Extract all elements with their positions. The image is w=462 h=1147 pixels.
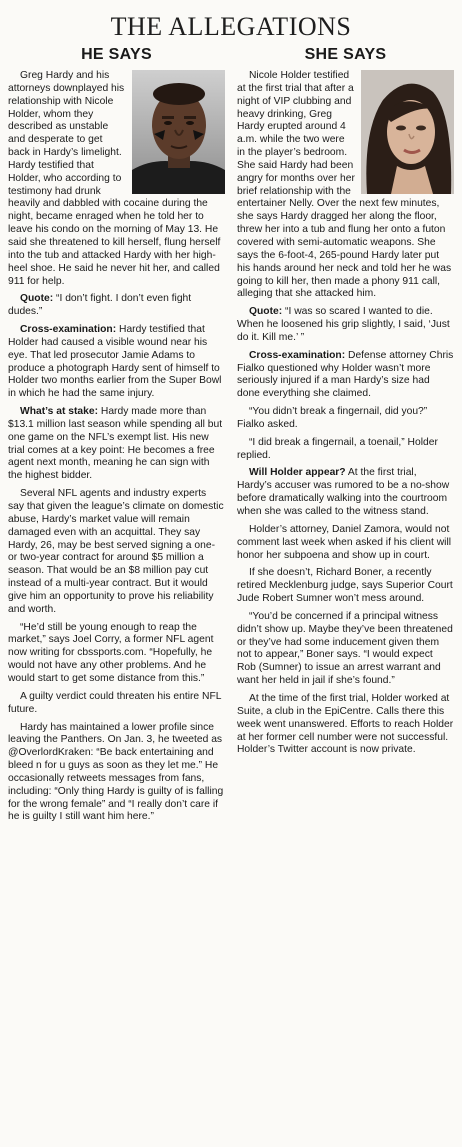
she-says-heading: SHE SAYS xyxy=(304,46,387,63)
she-says-paragraph xyxy=(237,406,454,432)
paragraph-text: Greg Hardy and his attorneys downplayed his relationship with Nicole Holder, whom they described as unstable and desperate to get back in Hardy’s limelight. Hardy testified that Holder, who according to testimony had drunk heavily and dabbled with cocaine during the night, became enraged when he told her to leave his condo on the morning of May 13. He said she threatened to kill herself, flung herself into the tub and attacked Hardy with her high-heel shoe. He said he never hit her, and called 911 for help. xyxy=(8,70,221,287)
he-says-paragraph xyxy=(8,324,225,401)
paragraph-text: Hardy made more than $13.1 million last season while spending all but one game on the NFL’s exempt list. His new trial comes at a key point: He becomes a free agent next month, meaning he can sign with the highest bidder. xyxy=(8,406,223,482)
he-says-paragraph xyxy=(8,406,225,483)
paragraph-text: Hardy has maintained a lower profile since leaving the Panthers. On Jan. 3, he tweeted as @OverlordKraken: “Be back entertaining and bleed n for u guys as soon as they let me.” He occasionally retweets messages from fans, including: “Only thing Hardy is guilty of is falling for the wrong female” and “I really don’t care if he is guilty I still want him here.” xyxy=(8,721,224,823)
paragraph-text: Nicole Holder testified at the first trial that after a night of VIP clubbing and heavy drinking, Greg Hardy erupted around 4 a.m. while the two were in the player’s bedroom. She said Hardy had been angry for months over her brief relationship with the entertainer Nelly. Over the next few minutes, she says Hardy dragged her along the floor, threw her into a tub and flung her onto a futon covered with semi-automatic weapons. She says the 6-foot-4, 265-pound Hardy later put his hands around her neck and told her he was going to kill her, then made a phony 911 call, alleging that she attacked him. xyxy=(237,70,452,300)
greg-hardy-portrait-image xyxy=(132,70,225,194)
paragraph-lead: What’s at stake: xyxy=(20,406,99,418)
he-says-paragraph xyxy=(8,488,225,616)
paragraph-text: “I was so scared I wanted to die. When he loosened his grip slightly, I said, ‘Just do it. Kill me.’ ” xyxy=(237,306,450,343)
paragraph-text: Hardy testified that Holder had caused a visible wound near his eye. That led prosecutor Jamie Adams to produce a photograph Hardy sent of himself to Holder two months earlier from the Super Bowl in which he had the same injury. xyxy=(8,324,222,400)
he-says-column xyxy=(8,46,225,829)
she-says-paragraph xyxy=(237,567,454,606)
paragraph-text: “I did break a fingernail, a toenail,” Holder replied. xyxy=(237,436,438,461)
she-says-paragraph xyxy=(237,524,454,563)
paragraph-text: Defense attorney Chris Fialko questioned why Holder wasn’t more seriously injured if a man Hardy’s size had done everything she claimed. xyxy=(237,349,454,400)
he-says-heading: HE SAYS xyxy=(81,46,152,63)
paragraph-text: “You didn’t break a fingernail, did you?” Fialko asked. xyxy=(237,406,428,430)
greg-hardy-photo xyxy=(132,70,225,194)
paragraph-text: “He’d still be young enough to reap the market,” says Joel Corry, a former NFL agent now writing for cbssports.com. “Hopefully, he would not have any other problems. And he would start to get some distance from this.” xyxy=(8,621,214,684)
nicole-holder-portrait-image xyxy=(361,70,454,194)
he-says-paragraph xyxy=(8,722,225,825)
paragraph-text: “I don’t fight. I don’t even fight dudes.” xyxy=(8,293,192,318)
page-title: THE ALLEGATIONS xyxy=(110,12,352,41)
paragraph-lead: Quote: xyxy=(20,293,54,305)
paragraph-lead: Cross-examination: xyxy=(20,324,117,336)
paragraph-lead: Cross-examination: xyxy=(249,349,346,361)
paragraph-text: At the time of the first trial, Holder worked at Suite, a club in the EpiCentre. Calls there this week went unanswered. Efforts to reach Holder at her former cell number were not successful. Holder’s Twitter account is now private. xyxy=(237,692,454,756)
she-says-paragraph xyxy=(237,306,454,345)
he-says-paragraph xyxy=(8,691,225,717)
columns xyxy=(8,46,454,829)
paragraph-text: A guilty verdict could threaten his entire NFL future. xyxy=(8,690,222,715)
nicole-holder-photo xyxy=(361,70,454,194)
paragraph-text: If she doesn’t, Richard Boner, a recently retired Mecklenburg judge, says Superior Court Jude Robert Sumner won’t mess around. xyxy=(237,567,453,605)
he-says-paragraph xyxy=(8,293,225,319)
paragraph-text: Several NFL agents and industry experts say that given the league’s climate on domestic abuse, Hardy’s market value will remain damaged even with an acquittal. They say Hardy, 26, may be best served signing a one- or two-year contract for around $5 million a season. That would be an $8 million pay cut instead of a multi-year contract. But it would give him an opportunity to prove his reliability and worth. xyxy=(8,488,224,615)
she-says-paragraph xyxy=(237,611,454,688)
she-says-paragraph xyxy=(237,467,454,518)
paragraph-lead: Quote: xyxy=(249,306,283,318)
she-says-paragraph xyxy=(237,437,454,463)
she-says-column xyxy=(237,46,454,829)
she-says-paragraph xyxy=(237,693,454,757)
she-says-paragraph xyxy=(237,350,454,401)
he-says-paragraph xyxy=(8,622,225,686)
paragraph-text: At the first trial, Hardy’s accuser was rumored to be a no-show before dramatically walking into the courtroom when she was called to the witness stand. xyxy=(237,467,450,517)
paragraph-text: “You’d be concerned if a principal witness didn’t show up. Maybe they’ve been threatened or they’ve had some inducement given them not to appear,” Boner says. “I would expect Rob (Sumner) to issue an arrest warrant and want her held in jail if she’s found.” xyxy=(237,610,453,687)
paragraph-lead: Will Holder appear? xyxy=(249,467,346,479)
paragraph-text: Holder’s attorney, Daniel Zamora, would not comment last week when asked if his client will honor her subpoena and show up in court. xyxy=(237,523,452,561)
